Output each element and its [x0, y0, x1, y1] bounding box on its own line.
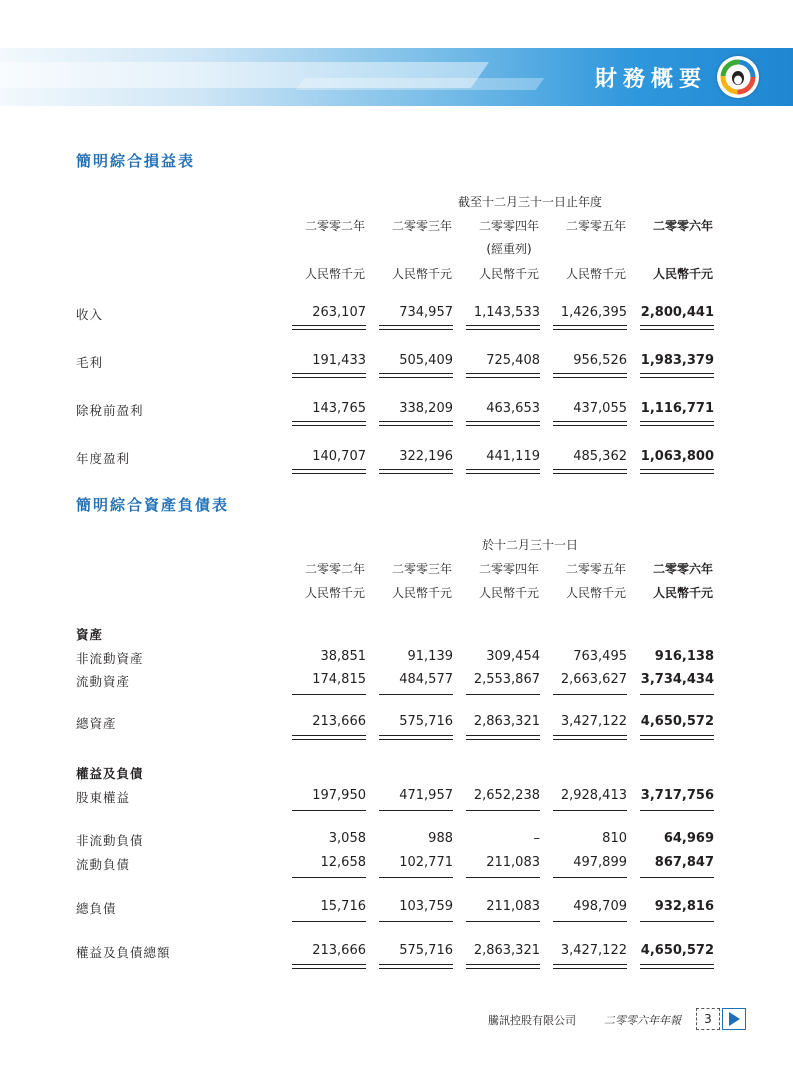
double-rule [553, 469, 627, 474]
value-cell: 4,650,572 [640, 714, 714, 729]
date-header: 於十二月三十一日 [481, 538, 578, 552]
company-logo-icon [717, 56, 759, 98]
value-cell: 143,765 [312, 401, 366, 416]
year-header: 二零零二年 [304, 562, 365, 576]
double-rule [379, 735, 453, 740]
double-rule [292, 469, 366, 474]
single-rule [553, 810, 627, 811]
value-cell: 956,526 [573, 353, 627, 368]
row-label-current-liabilities: 流動負債 [76, 857, 131, 872]
year-header: 二零零六年 [652, 562, 713, 576]
double-rule [379, 421, 453, 426]
assets-heading: 資產 [76, 627, 104, 642]
value-cell: 725,408 [486, 353, 540, 368]
double-rule [466, 735, 540, 740]
single-rule [640, 921, 714, 922]
unit-header: 人民幣千元 [391, 586, 452, 600]
year-header: 二零零四年 [478, 562, 539, 576]
year-header: 二零零五年 [565, 562, 626, 576]
single-rule [553, 921, 627, 922]
double-rule [379, 964, 453, 969]
value-cell: 64,969 [663, 831, 714, 846]
double-rule [466, 964, 540, 969]
row-label-profit-for-year: 年度盈利 [76, 451, 131, 466]
row-label-profit-before-tax: 除稅前盈利 [76, 403, 144, 418]
value-cell: 2,863,321 [473, 943, 540, 958]
unit-header: 人民幣千元 [478, 586, 539, 600]
year-header: 二零零三年 [391, 219, 452, 233]
equity-liabilities-heading: 權益及負債 [76, 766, 144, 781]
year-header: 二零零三年 [391, 562, 452, 576]
single-rule [379, 921, 453, 922]
next-page-button[interactable] [722, 1008, 746, 1030]
double-rule [379, 469, 453, 474]
value-cell: 734,957 [399, 305, 453, 320]
row-label-non-current-assets: 非流動資產 [76, 651, 144, 666]
unit-header: 人民幣千元 [304, 586, 365, 600]
balance-sheet-title: 簡明綜合資產負債表 [76, 496, 230, 514]
double-rule [466, 325, 540, 330]
single-rule [379, 877, 453, 878]
row-label-revenue: 收入 [76, 307, 104, 322]
value-cell: 497,899 [573, 855, 627, 870]
value-cell: 2,663,627 [560, 672, 627, 687]
row-label-current-assets: 流動資產 [76, 674, 131, 689]
value-cell: 3,734,434 [640, 672, 714, 687]
value-cell: 191,433 [312, 353, 366, 368]
single-rule [553, 694, 627, 695]
value-cell: 916,138 [654, 649, 714, 664]
value-cell: 102,771 [399, 855, 453, 870]
single-rule [379, 810, 453, 811]
value-cell: 3,717,756 [640, 788, 714, 803]
single-rule [292, 694, 366, 695]
unit-header: 人民幣千元 [478, 267, 539, 281]
value-cell: 1,063,800 [640, 449, 714, 464]
double-rule [553, 421, 627, 426]
value-cell: 322,196 [399, 449, 453, 464]
unit-header: 人民幣千元 [652, 267, 713, 281]
value-cell: 575,716 [399, 714, 453, 729]
row-label-total-equity-liabilities: 權益及負債總額 [76, 945, 171, 960]
value-cell: 484,577 [399, 672, 453, 687]
unit-header: 人民幣千元 [565, 267, 626, 281]
banner-streak [296, 78, 544, 90]
value-cell: 2,928,413 [560, 788, 627, 803]
single-rule [466, 810, 540, 811]
year-header: 二零零五年 [565, 219, 626, 233]
double-rule [640, 325, 714, 330]
row-label-total-liabilities: 總負債 [76, 901, 117, 916]
double-rule [553, 735, 627, 740]
value-cell: 3,427,122 [560, 714, 627, 729]
row-label-shareholders-equity: 股東權益 [76, 790, 131, 805]
value-cell: 213,666 [312, 714, 366, 729]
value-cell: 91,139 [407, 649, 453, 664]
value-cell: 1,426,395 [560, 305, 627, 320]
value-cell: 338,209 [399, 401, 453, 416]
year-header: 二零零二年 [304, 219, 365, 233]
value-cell: 867,847 [654, 855, 714, 870]
value-cell: 463,653 [486, 401, 540, 416]
double-rule [553, 373, 627, 378]
value-cell: 988 [428, 831, 453, 846]
double-rule [640, 964, 714, 969]
page-number: 3 [696, 1008, 720, 1030]
value-cell: 2,553,867 [473, 672, 540, 687]
double-rule [466, 469, 540, 474]
unit-header: 人民幣千元 [391, 267, 452, 281]
value-cell: 2,863,321 [473, 714, 540, 729]
value-cell: 485,362 [573, 449, 627, 464]
value-cell: 12,658 [320, 855, 366, 870]
value-cell: – [533, 831, 540, 846]
single-rule [640, 877, 714, 878]
single-rule [466, 877, 540, 878]
value-cell: 471,957 [399, 788, 453, 803]
double-rule [640, 373, 714, 378]
value-cell: 263,107 [312, 305, 366, 320]
unit-header: 人民幣千元 [565, 586, 626, 600]
row-label-non-current-liabilities: 非流動負債 [76, 833, 144, 848]
footer-company: 騰訊控股有限公司 [488, 1014, 576, 1027]
value-cell: 3,058 [328, 831, 366, 846]
value-cell: 197,950 [312, 788, 366, 803]
double-rule [379, 373, 453, 378]
restated-note: (經重列) [486, 242, 532, 256]
value-cell: 3,427,122 [560, 943, 627, 958]
income-statement-title: 簡明綜合損益表 [76, 152, 196, 170]
value-cell: 575,716 [399, 943, 453, 958]
value-cell: 174,815 [312, 672, 366, 687]
single-rule [640, 694, 714, 695]
value-cell: 140,707 [312, 449, 366, 464]
double-rule [640, 735, 714, 740]
value-cell: 1,116,771 [640, 401, 714, 416]
value-cell: 932,816 [654, 899, 714, 914]
single-rule [466, 694, 540, 695]
year-header: 二零零四年 [478, 219, 539, 233]
value-cell: 211,083 [486, 899, 540, 914]
unit-header: 人民幣千元 [652, 586, 713, 600]
value-cell: 437,055 [573, 401, 627, 416]
unit-header: 人民幣千元 [304, 267, 365, 281]
value-cell: 441,119 [486, 449, 540, 464]
row-label-total-assets: 總資產 [76, 716, 117, 731]
header-banner [0, 48, 793, 106]
double-rule [553, 325, 627, 330]
single-rule [640, 810, 714, 811]
double-rule [553, 964, 627, 969]
period-header: 截至十二月三十一日止年度 [457, 195, 602, 209]
single-rule [292, 877, 366, 878]
double-rule [466, 373, 540, 378]
page-title: 財務概要 [594, 67, 707, 92]
single-rule [292, 921, 366, 922]
double-rule [466, 421, 540, 426]
double-rule [292, 325, 366, 330]
footer-report: 二零零六年年報 [604, 1014, 681, 1027]
year-header: 二零零六年 [652, 219, 713, 233]
single-rule [379, 694, 453, 695]
value-cell: 38,851 [320, 649, 366, 664]
value-cell: 1,983,379 [640, 353, 714, 368]
value-cell: 4,650,572 [640, 943, 714, 958]
single-rule [466, 921, 540, 922]
double-rule [640, 469, 714, 474]
value-cell: 211,083 [486, 855, 540, 870]
value-cell: 213,666 [312, 943, 366, 958]
value-cell: 309,454 [486, 649, 540, 664]
value-cell: 15,716 [320, 899, 366, 914]
play-arrow-icon [723, 1009, 745, 1029]
double-rule [292, 735, 366, 740]
single-rule [292, 810, 366, 811]
double-rule [292, 373, 366, 378]
single-rule [553, 877, 627, 878]
value-cell: 763,495 [573, 649, 627, 664]
value-cell: 2,800,441 [640, 305, 714, 320]
double-rule [640, 421, 714, 426]
row-label-gross-profit: 毛利 [76, 355, 104, 370]
value-cell: 505,409 [399, 353, 453, 368]
value-cell: 2,652,238 [473, 788, 540, 803]
value-cell: 498,709 [573, 899, 627, 914]
double-rule [379, 325, 453, 330]
value-cell: 103,759 [399, 899, 453, 914]
value-cell: 1,143,533 [473, 305, 540, 320]
double-rule [292, 964, 366, 969]
value-cell: 810 [602, 831, 627, 846]
double-rule [292, 421, 366, 426]
